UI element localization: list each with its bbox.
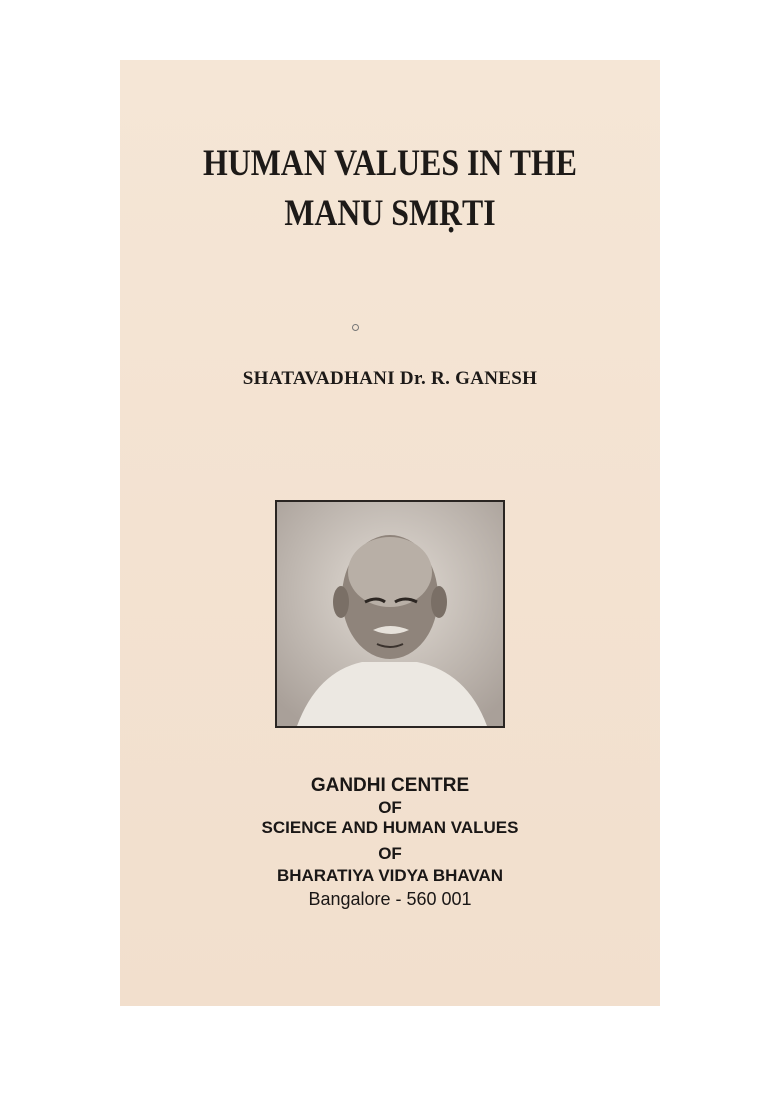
paper-mark xyxy=(352,324,359,331)
title-line-1: HUMAN VALUES IN THE xyxy=(203,143,577,184)
title-line-2: MANU SMṚTI xyxy=(284,193,496,234)
publisher-line-4: OF xyxy=(378,844,402,863)
publisher-line-3: SCIENCE AND HUMAN VALUES xyxy=(261,818,519,837)
publisher-line-5: BHARATIYA VIDYA BHAVAN xyxy=(276,866,504,885)
publisher-line-1: GANDHI CENTRE xyxy=(310,775,470,796)
publisher-city: Bangalore - 560 001 xyxy=(308,889,472,909)
gandhi-portrait-photo xyxy=(275,500,505,728)
author: SHATAVADHANI Dr. R. GANESH xyxy=(242,368,538,389)
publisher-line-2: OF xyxy=(378,798,402,817)
book-title-page xyxy=(120,60,660,1006)
portrait-illustration xyxy=(277,502,503,726)
